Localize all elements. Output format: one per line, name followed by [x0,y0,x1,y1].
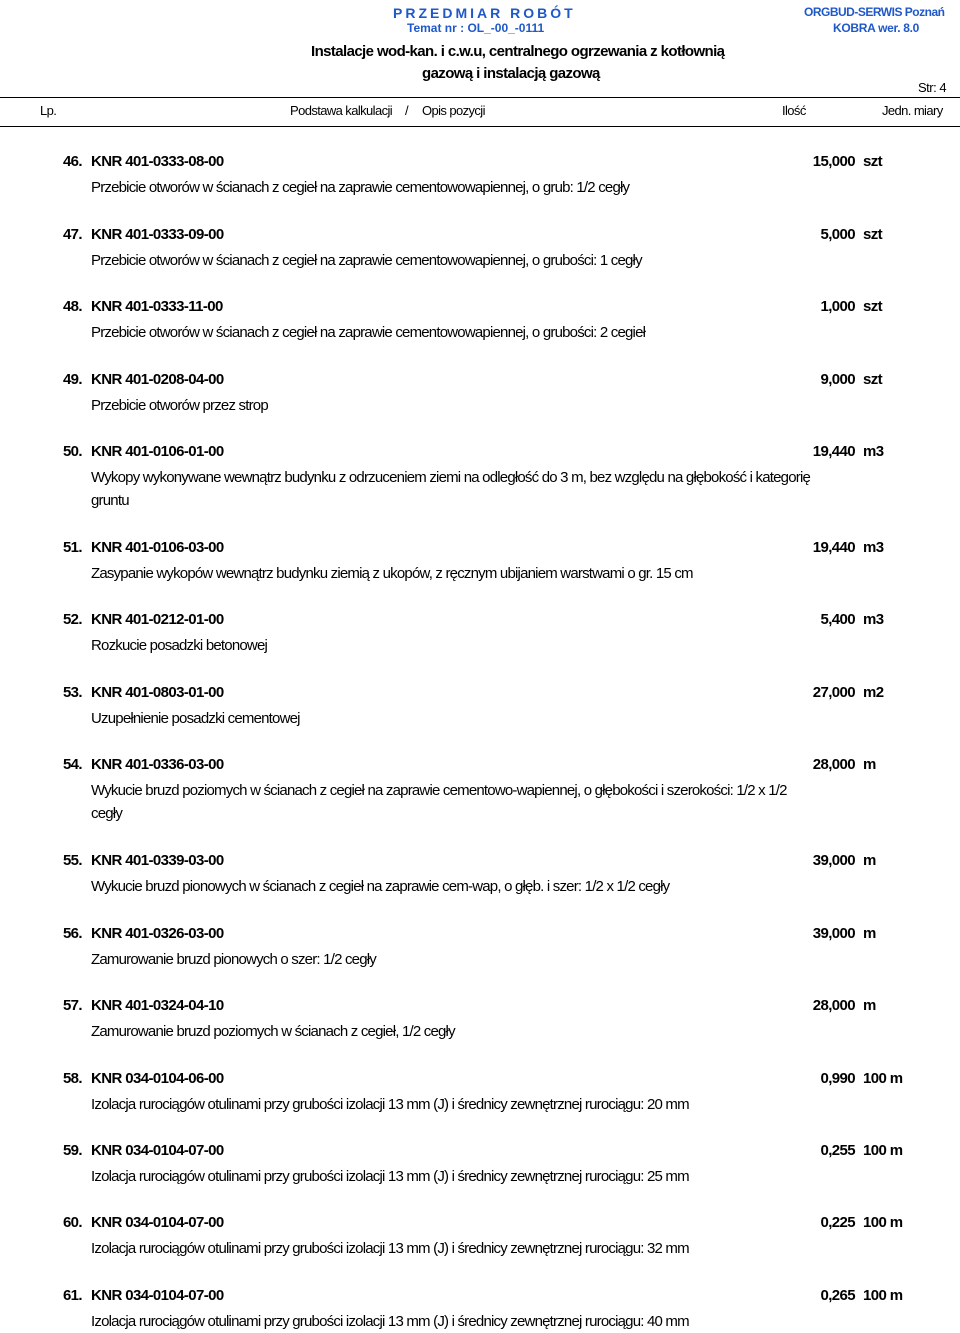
item-code: KNR 034-0104-07-00 [91,1214,224,1231]
item-code: KNR 401-0336-03-00 [91,756,224,773]
item-unit: m3 [863,443,884,460]
item-quantity: 5,400 [820,611,855,628]
list-item [0,611,960,671]
company-name: ORGBUD-SERWIS Poznań [804,5,945,19]
list-item [0,997,960,1057]
item-quantity: 1,000 [820,298,855,315]
item-quantity: 0,990 [820,1070,855,1087]
item-unit: szt [863,153,883,170]
item-description: Zamurowanie bruzd pionowych o szer: 1/2 cegły [91,951,376,968]
item-description: Przebicie otworów przez strop [91,397,268,414]
item-quantity: 0,255 [820,1142,855,1159]
subtitle-line-1: Instalacje wod-kan. i c.w.u, centralnego ogrzewania z kotłownią [311,43,725,60]
item-description: Przebicie otworów w ścianach z cegieł na zaprawie cementowowapiennej, o grubości: 2 cegieł [91,324,646,341]
list-item [0,1070,960,1130]
item-quantity: 9,000 [820,371,855,388]
item-number: 57. [62,997,82,1014]
document-title: PRZEDMIAR ROBÓT [393,5,576,21]
item-number: 47. [62,226,82,243]
item-unit: m [863,997,876,1014]
list-item [0,1214,960,1274]
list-item [0,1287,960,1329]
item-description: Przebicie otworów w ścianach z cegieł na zaprawie cementowowapiennej, o grub: 1/2 cegły [91,179,630,196]
item-code: KNR 034-0104-07-00 [91,1287,224,1304]
col-ilosc: Ilość [782,103,806,118]
item-unit: m [863,852,876,869]
header-bottom-rule [0,126,960,127]
item-unit: szt [863,226,883,243]
list-item [0,756,960,822]
item-number: 55. [62,852,82,869]
subtitle-line-2: gazową i instalacją gazową [422,65,600,82]
item-description: Uzupełnienie posadzki cementowej [91,710,300,727]
list-item [0,539,960,599]
item-quantity: 15,000 [812,153,855,170]
item-description: Izolacja rurociągów otulinami przy grubości izolacji 13 mm (J) i średnicy zewnętrznej rurociągu: 20 mm [91,1096,689,1113]
item-description: Zamurowanie bruzd poziomych w ścianach z cegieł, 1/2 cegły [91,1023,455,1040]
item-unit: m2 [863,684,884,701]
item-number: 46. [62,153,82,170]
list-item [0,1142,960,1202]
header-top-rule [0,97,960,98]
item-quantity: 28,000 [812,756,855,773]
item-code: KNR 401-0803-01-00 [91,684,224,701]
item-description: Izolacja rurociągów otulinami przy grubości izolacji 13 mm (J) i średnicy zewnętrznej rurociągu: 25 mm [91,1168,689,1185]
item-number: 54. [62,756,82,773]
col-lp: Lp. [40,103,57,118]
list-item [0,925,960,985]
item-code: KNR 401-0106-03-00 [91,539,224,556]
item-number: 48. [62,298,82,315]
item-code: KNR 401-0333-09-00 [91,226,224,243]
item-unit: 100 m [863,1287,903,1304]
item-unit: 100 m [863,1142,903,1159]
list-item [0,443,960,509]
page-number: Str: 4 [918,80,947,95]
item-quantity: 19,440 [812,539,855,556]
list-item [0,371,960,431]
item-quantity: 0,265 [820,1287,855,1304]
item-code: KNR 401-0106-01-00 [91,443,224,460]
col-podstawa: Podstawa kalkulacji [290,103,393,118]
item-description: Wykopy wykonywane wewnątrz budynku z odrzuceniem ziemi na odległość do 3 m, bez względu na głębokość i kategorię gruntu [91,469,811,509]
item-quantity: 19,440 [812,443,855,460]
item-number: 58. [62,1070,82,1087]
item-code: KNR 401-0326-03-00 [91,925,224,942]
item-code: KNR 401-0333-11-00 [91,298,223,315]
list-item [0,684,960,744]
item-unit: m [863,925,876,942]
item-code: KNR 034-0104-07-00 [91,1142,224,1159]
item-code: KNR 401-0324-04-10 [91,997,224,1014]
temat-label: Temat nr : OL_-00_-0111 [407,21,545,35]
item-number: 59. [62,1142,82,1159]
item-code: KNR 401-0208-04-00 [91,371,224,388]
software-version: KOBRA wer. 8.0 [833,21,920,35]
list-item [0,298,960,358]
item-code: KNR 401-0333-08-00 [91,153,224,170]
item-quantity: 0,225 [820,1214,855,1231]
item-number: 60. [62,1214,82,1231]
item-unit: m3 [863,611,884,628]
item-unit: szt [863,371,883,388]
item-quantity: 39,000 [812,852,855,869]
item-number: 49. [62,371,82,388]
item-description: Przebicie otworów w ścianach z cegieł na zaprawie cementowowapiennej, o grubości: 1 cegły [91,252,642,269]
item-code: KNR 401-0339-03-00 [91,852,224,869]
item-quantity: 5,000 [820,226,855,243]
list-item [0,852,960,912]
item-unit: m [863,756,876,773]
item-quantity: 39,000 [812,925,855,942]
item-unit: szt [863,298,883,315]
item-number: 61. [62,1287,82,1304]
item-unit: 100 m [863,1214,903,1231]
col-opis: Opis pozycji [422,103,485,118]
item-code: KNR 401-0212-01-00 [91,611,224,628]
item-number: 50. [62,443,82,460]
col-separator: / [405,103,409,118]
item-quantity: 27,000 [812,684,855,701]
item-number: 52. [62,611,82,628]
col-jedn: Jedn. miary [882,103,943,118]
item-description: Wykucie bruzd pionowych w ścianach z cegieł na zaprawie cem-wap, o głęb. i szer: 1/2 x 1/2 cegły [91,878,670,895]
item-description: Rozkucie posadzki betonowej [91,637,268,654]
item-unit: 100 m [863,1070,903,1087]
item-quantity: 28,000 [812,997,855,1014]
item-description: Izolacja rurociągów otulinami przy grubości izolacji 13 mm (J) i średnicy zewnętrznej rurociągu: 32 mm [91,1240,689,1257]
item-number: 51. [62,539,82,556]
list-item [0,226,960,286]
item-description: Wykucie bruzd poziomych w ścianach z cegieł na zaprawie cementowo-wapiennej, o głębokości i szerokości: 1/2 x 1/2 cegły [91,782,787,822]
item-description: Izolacja rurociągów otulinami przy grubości izolacji 13 mm (J) i średnicy zewnętrznej rurociągu: 40 mm [91,1313,689,1330]
item-description: Zasypanie wykopów wewnątrz budynku ziemią z ukopów, z ręcznym ubijaniem warstwami o gr. 15 cm [91,565,693,582]
item-code: KNR 034-0104-06-00 [91,1070,224,1087]
list-item [0,153,960,213]
item-number: 53. [62,684,82,701]
item-unit: m3 [863,539,884,556]
item-number: 56. [62,925,82,942]
